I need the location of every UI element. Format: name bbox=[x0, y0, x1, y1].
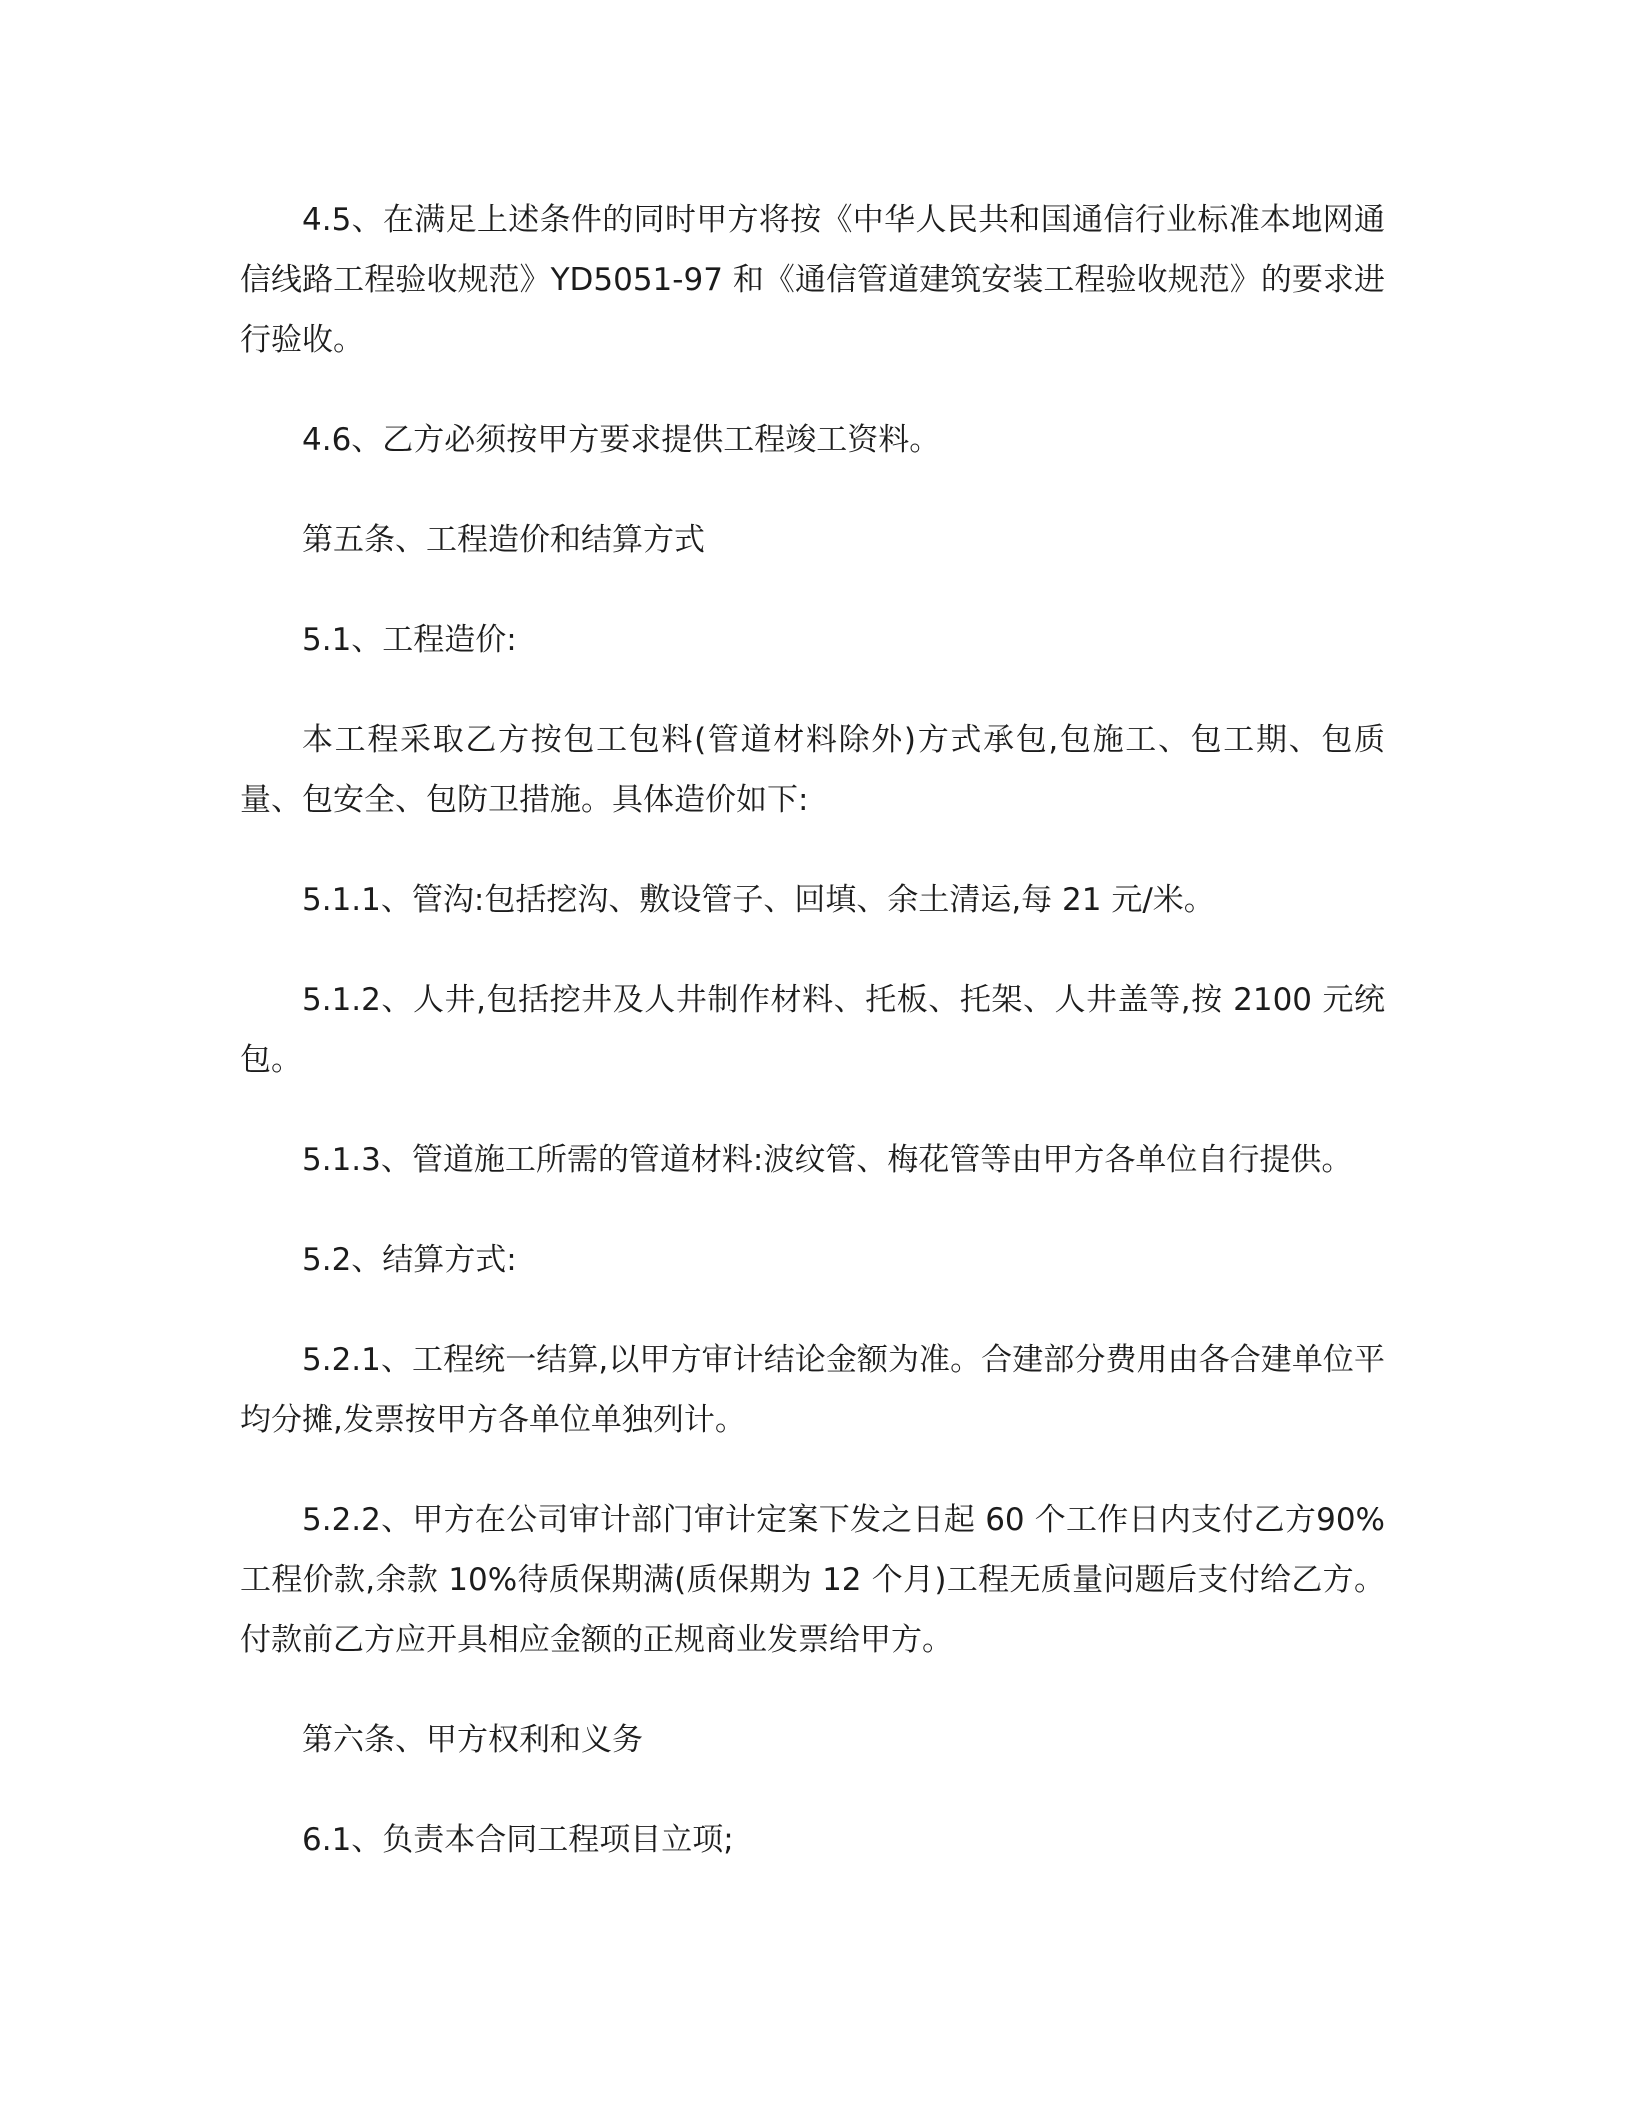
clause-6-1: 6.1、负责本合同工程项目立项; bbox=[302, 1822, 734, 1858]
clause-5-1-intro: 本工程采取乙方按包工包料(管道材料除外)方式承包,包施工、包工期、包质量、包安全、包防卫措施。具体造价如下: bbox=[240, 722, 1385, 818]
clause-5-1-1: 5.1.1、管沟:包括挖沟、敷设管子、回填、余土清运,每 21 元/米。 bbox=[302, 882, 1215, 918]
clause-5-2-2: 5.2.2、甲方在公司审计部门审计定案下发之日起 60 个工作日内支付乙方90%工程价款,余款 10%待质保期满(质保期为 12 个月)工程无质量问题后支付给乙方。付款前乙方应开具相应金额的正规商业发票给甲方。 bbox=[240, 1502, 1385, 1658]
document-body bbox=[240, 190, 1385, 1910]
clause-5-2-1: 5.2.1、工程统一结算,以甲方审计结论金额为准。合建部分费用由各合建单位平均分摊,发票按甲方各单位单独列计。 bbox=[240, 1342, 1385, 1438]
clause-5-1-3: 5.1.3、管道施工所需的管道材料:波纹管、梅花管等由甲方各单位自行提供。 bbox=[302, 1142, 1353, 1178]
clause-4-6: 4.6、乙方必须按甲方要求提供工程竣工资料。 bbox=[302, 422, 941, 458]
article-6-heading: 第六条、甲方权利和义务 bbox=[302, 1722, 643, 1758]
clause-5-1-2: 5.1.2、人井,包括挖井及人井制作材料、托板、托架、人井盖等,按 2100 元统包。 bbox=[240, 982, 1385, 1078]
clause-4-5: 4.5、在满足上述条件的同时甲方将按《中华人民共和国通信行业标准本地网通信线路工程验收规范》YD5051-97 和《通信管道建筑安装工程验收规范》的要求进行验收。 bbox=[240, 202, 1385, 358]
clause-5-1: 5.1、工程造价: bbox=[302, 622, 517, 658]
clause-5-2: 5.2、结算方式: bbox=[302, 1242, 517, 1278]
article-5-heading: 第五条、工程造价和结算方式 bbox=[302, 522, 705, 558]
